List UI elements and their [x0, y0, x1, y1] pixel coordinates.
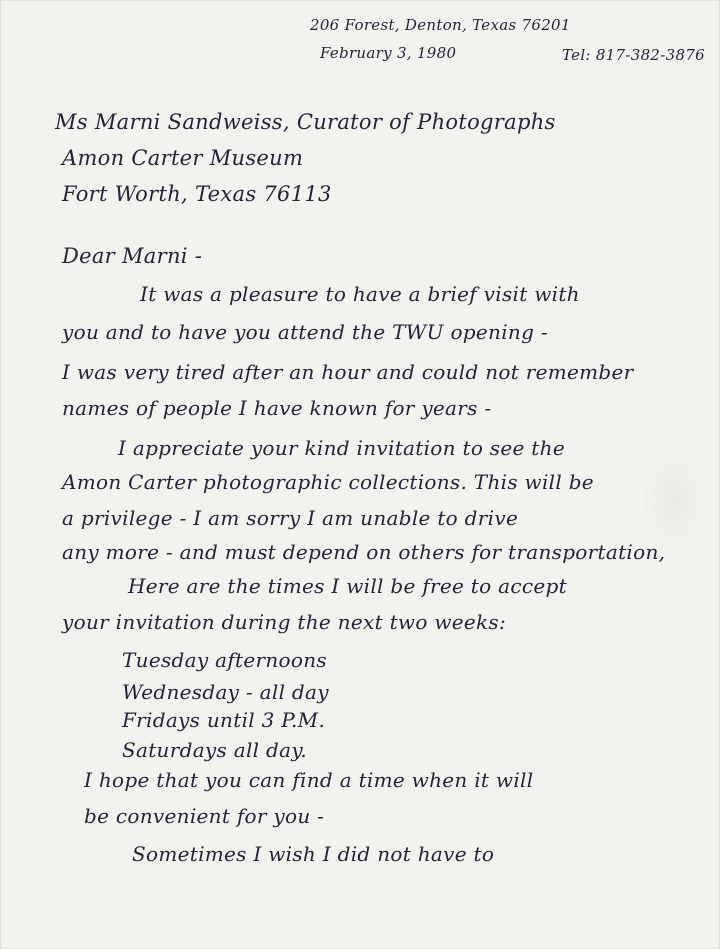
sender-address: 206 Forest, Denton, Texas 76201	[310, 16, 571, 34]
schedule-item: Wednesday - all day	[122, 680, 329, 704]
recipient-city: Fort Worth, Texas 76113	[62, 182, 332, 206]
body-line: a privilege - I am sorry I am unable to drive	[62, 506, 519, 530]
body-line: your invitation during the next two weeks:	[62, 610, 507, 634]
body-line: It was a pleasure to have a brief visit with	[140, 282, 580, 306]
closing-line: Sometimes I wish I did not have to	[132, 842, 495, 866]
letter-date: February 3, 1980	[320, 44, 457, 62]
body-line: I was very tired after an hour and could not remember	[62, 360, 634, 384]
schedule-item: Saturdays all day.	[122, 738, 307, 762]
paper-bleed-through	[640, 440, 710, 560]
body-line: I appreciate your kind invitation to see the	[118, 436, 565, 460]
recipient-name: Ms Marni Sandweiss, Curator of Photographs	[55, 110, 556, 134]
sender-telephone: Tel: 817-382-3876	[562, 46, 706, 64]
body-line: any more - and must depend on others for transportation,	[62, 540, 666, 564]
salutation: Dear Marni -	[62, 244, 203, 268]
body-line: you and to have you attend the TWU opening -	[62, 320, 548, 344]
closing-line: be convenient for you -	[84, 804, 325, 828]
schedule-item: Tuesday afternoons	[122, 648, 327, 672]
schedule-item: Fridays until 3 P.M.	[122, 708, 326, 732]
recipient-institution: Amon Carter Museum	[62, 146, 304, 170]
body-line: Amon Carter photographic collections. This will be	[62, 470, 594, 494]
closing-line: I hope that you can find a time when it will	[84, 768, 534, 792]
body-line: names of people I have known for years -	[62, 396, 492, 420]
body-line: Here are the times I will be free to accept	[128, 574, 567, 598]
